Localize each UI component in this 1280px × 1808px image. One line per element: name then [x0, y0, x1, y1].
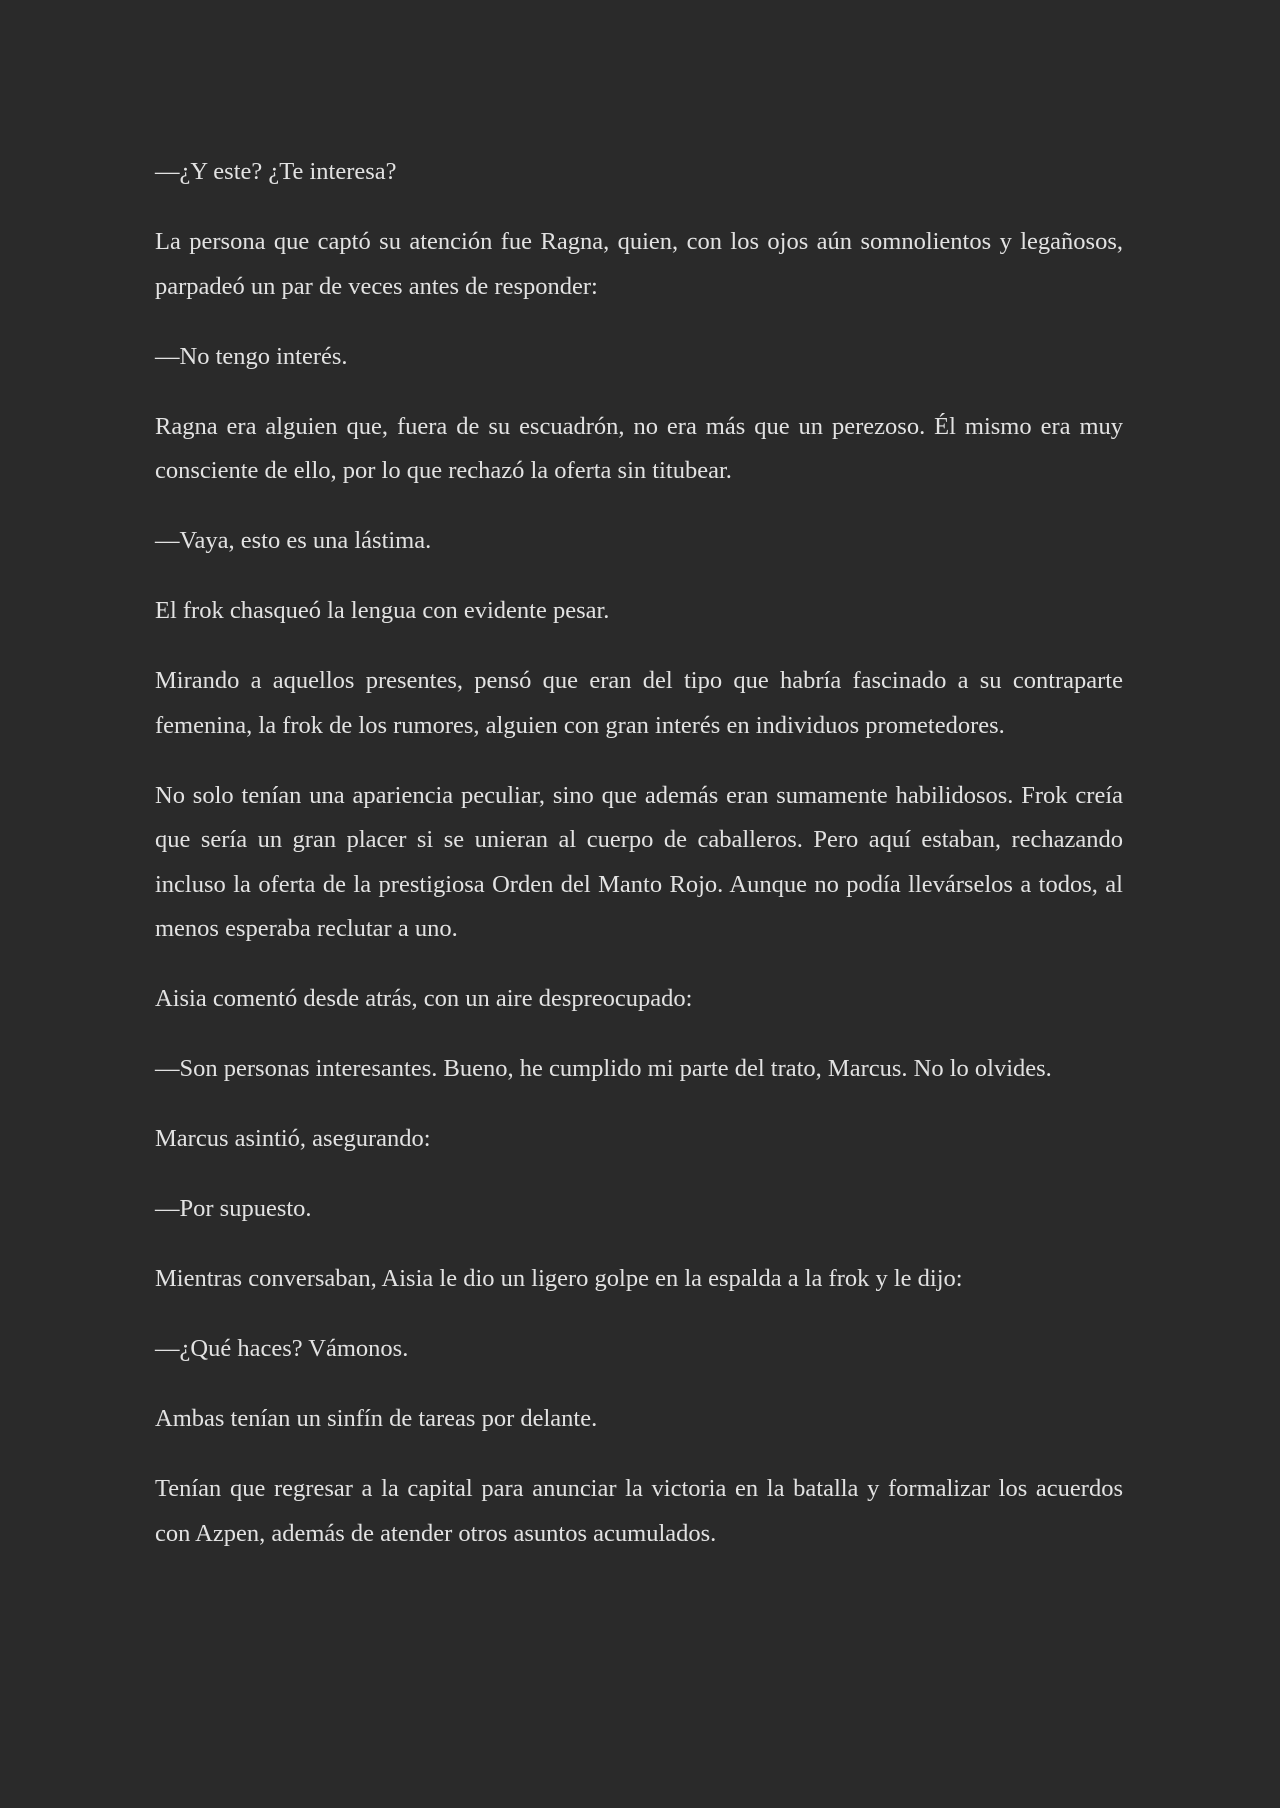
paragraph: Marcus asintió, asegurando: [155, 1125, 431, 1152]
paragraph: Mientras conversaban, Aisia le dio un ligero golpe en la espalda a la frok y le dijo: [155, 1265, 963, 1292]
paragraph-dialogue: —Vaya, esto es una lástima. [155, 527, 432, 554]
paragraph-dialogue: —¿Qué haces? Vámonos. [155, 1335, 409, 1362]
paragraph: Ragna era alguien que, fuera de su escuadrón, no era más que un perezoso. Él mismo era muy consciente de ello, por lo que rechazó la oferta sin titubear. [155, 412, 1123, 484]
paragraph: Mirando a aquellos presentes, pensó que eran del tipo que habría fascinado a su contraparte femenina, la frok de los rumores, alguien con gran interés en individuos prometedores. [155, 667, 1123, 739]
paragraph: El frok chasqueó la lengua con evidente pesar. [155, 597, 610, 624]
paragraph: La persona que captó su atención fue Ragna, quien, con los ojos aún somnolientos y legañosos, parpadeó un par de veces antes de responder: [155, 228, 1123, 300]
paragraph: Tenían que regresar a la capital para anunciar la victoria en la batalla y formalizar los acuerdos con Azpen, además de atender otros asuntos acumulados. [155, 1475, 1123, 1547]
paragraph: Ambas tenían un sinfín de tareas por delante. [155, 1405, 598, 1432]
paragraph: Aisia comentó desde atrás, con un aire despreocupado: [155, 985, 693, 1012]
reader-content [155, 150, 1123, 1582]
paragraph-dialogue: —¿Y este? ¿Te interesa? [155, 158, 397, 185]
paragraph: No solo tenían una apariencia peculiar, sino que además eran sumamente habilidosos. Frok creía que sería un gran placer si se unieran al cuerpo de caballeros. Pero aquí estaban, rechazando incluso la oferta de la prestigiosa Orden del Manto Rojo. Aunque no podía llevárselos a todos, al menos esperaba reclutar a uno. [155, 781, 1123, 942]
paragraph-dialogue: —Son personas interesantes. Bueno, he cumplido mi parte del trato, Marcus. No lo olvides. [155, 1055, 1052, 1082]
paragraph-dialogue: —No tengo interés. [155, 342, 348, 370]
paragraph-dialogue: —Por supuesto. [155, 1195, 312, 1222]
